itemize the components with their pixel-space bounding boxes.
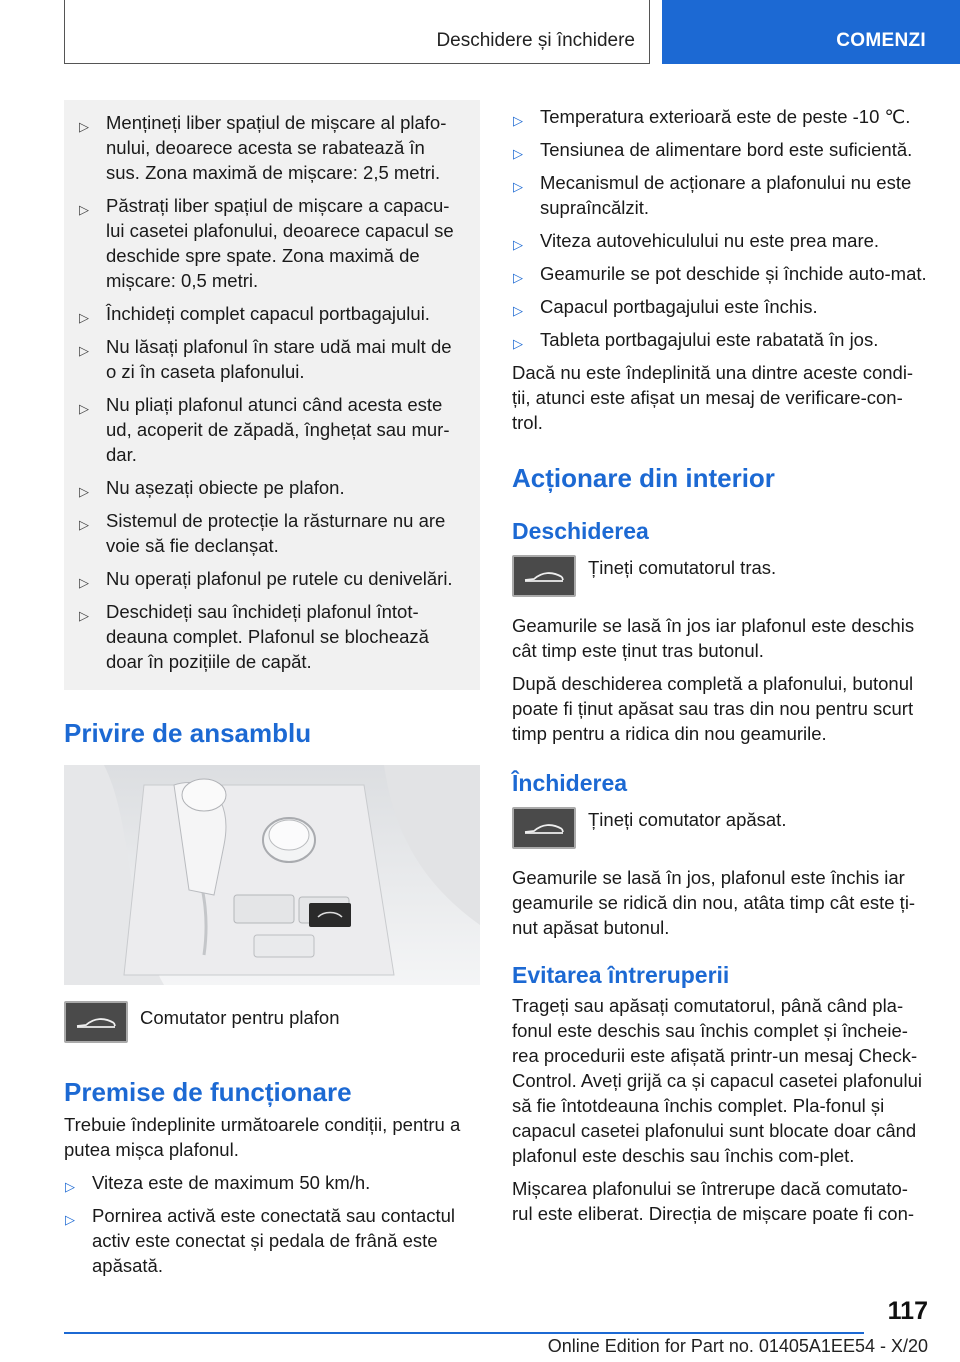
prereq-intro: Trebuie îndeplinite următoarele condiții, pentru a putea mișca plafonul. — [64, 1114, 461, 1160]
footer-divider — [64, 1332, 864, 1334]
triangle-right-icon: ▷ — [513, 179, 523, 194]
triangle-right-icon: ▷ — [79, 119, 89, 134]
prereq-item: ▷ Pornirea activă este conectată sau contactul activ este conectat și pedala de frână este apăsată. — [65, 1205, 456, 1276]
warning-item: ▷ Nu lăsați plafonul în stare udă mai mult de o zi în caseta plafonului. — [79, 336, 452, 382]
header-section-box — [64, 0, 650, 64]
avoid-paragraph-1: Trageți sau apăsați comutatorul, până când pla-fonul este deschis sau închis complet și încheie-rea procedurii este afișată printr-un mesaj Check-Control. Aveți grijă ca și capacul casetei plafonului să fie întotdeauna închis complet. Pla-fonul și capacul casetei plafonului sunt blocate doar când plafonul este deschis sau închis com-plet. — [512, 995, 922, 1166]
triangle-right-icon: ▷ — [513, 270, 523, 285]
prereq-item: ▷ Tensiunea de alimentare bord este suficientă. — [512, 137, 928, 162]
prereq-list-right — [512, 104, 928, 352]
triangle-right-icon: ▷ — [513, 336, 523, 351]
triangle-right-icon: ▷ — [79, 401, 89, 416]
warning-item: ▷ Păstrați liber spațiul de mișcare a capacu-lui casetei plafonului, deoarece capacul se deschide spre spate. Zona maximă de mișcare: 0,5 metri. — [79, 195, 454, 291]
prereq-item: ▷ Viteza autovehiculului nu este prea mare. — [512, 228, 928, 253]
warning-item: ▷ Nu operați plafonul pe rutele cu denivelări. — [78, 566, 462, 591]
page-number: 117 — [887, 1297, 928, 1325]
prereq-item: ▷ Capacul portbagajului este închis. — [512, 294, 928, 319]
center-console-illustration — [64, 765, 480, 985]
open-heading: Deschiderea — [512, 518, 649, 544]
convertible-roof-icon — [64, 1001, 128, 1043]
warning-box — [64, 100, 480, 690]
triangle-right-icon: ▷ — [65, 1212, 75, 1227]
triangle-right-icon: ▷ — [79, 310, 89, 325]
triangle-right-icon: ▷ — [79, 517, 89, 532]
triangle-right-icon: ▷ — [513, 303, 523, 318]
triangle-right-icon: ▷ — [79, 202, 89, 217]
open-paragraph-1: Geamurile se lasă în jos iar plafonul este deschis cât timp este ținut tras butonul. — [512, 615, 915, 661]
prereq-list-left — [64, 1170, 480, 1278]
avoid-heading: Evitarea întreruperii — [512, 962, 730, 988]
warning-item: ▷ Închideți complet capacul portbagajului. — [78, 301, 462, 326]
convertible-roof-icon — [512, 807, 576, 849]
triangle-right-icon: ▷ — [79, 608, 89, 623]
triangle-right-icon: ▷ — [79, 484, 89, 499]
triangle-right-icon: ▷ — [513, 146, 523, 161]
triangle-right-icon: ▷ — [513, 237, 523, 252]
header-tab-comenzi[interactable] — [662, 0, 960, 64]
warning-item: ▷ Nu așezați obiecte pe plafon. — [78, 475, 462, 500]
triangle-right-icon: ▷ — [79, 575, 89, 590]
triangle-right-icon: ▷ — [79, 343, 89, 358]
prereq-item: ▷ Tableta portbagajului este rabatată în jos. — [512, 327, 928, 352]
avoid-paragraph-2: Mișcarea plafonului se întrerupe dacă comutato-rul este eliberat. Direcția de mișcare poate fi con- — [512, 1178, 915, 1224]
warning-item: ▷ Sistemul de protecție la răsturnare nu are voie să fie declanșat. — [79, 510, 446, 556]
prereq-note: Dacă nu este îndeplinită una dintre aceste condi-ții, atunci este afișat un mesaj de verificare-con-trol. — [512, 362, 914, 433]
warning-item: ▷ Deschideți sau închideți plafonul întot-deauna complet. Plafonul se blochează doar în pozițiile de capăt. — [79, 601, 429, 672]
overview-heading: Privire de ansamblu — [64, 718, 312, 748]
close-legend-row — [512, 807, 928, 853]
right-column — [512, 100, 928, 1226]
header-tab-label: COMENZI — [836, 30, 926, 51]
prereq-item: ▷ Geamurile se pot deschide și închide auto-mat. — [512, 261, 928, 286]
close-caption: Țineți comutator apăsat. — [588, 809, 787, 830]
warning-list — [78, 110, 462, 674]
footer-edition: Online Edition for Part no. 01405A1EE54 - X/20 — [547, 1336, 928, 1356]
prereq-item: ▷ Mecanismul de acționare a plafonului nu este supraîncălzit. — [513, 172, 912, 218]
prereq-item: ▷ Temperatura exterioară este de peste -10 ℃. — [512, 104, 928, 129]
open-caption: Țineți comutatorul tras. — [588, 557, 777, 578]
warning-item: ▷ Mențineți liber spațiul de mișcare al plafo-nului, deoarece acesta se rabatează în sus. Zona maximă de mișcare: 2,5 metri. — [79, 112, 447, 183]
left-column — [64, 100, 480, 1278]
close-paragraph: Geamurile se lasă în jos, plafonul este închis iar geamurile se ridică din nou, atâta timp cât este ți-nut apăsat butonul. — [512, 867, 916, 938]
switch-caption: Comutator pentru plafon — [140, 1007, 340, 1028]
triangle-right-icon: ▷ — [65, 1179, 75, 1194]
prereq-heading: Premise de funcționare — [64, 1077, 352, 1107]
convertible-roof-icon — [512, 555, 576, 597]
open-legend-row — [512, 555, 928, 601]
warning-item: ▷ Nu pliați plafonul atunci când acesta este ud, acoperit de zăpadă, înghețat sau mur-dar. — [79, 394, 450, 465]
open-paragraph-2: După deschiderea completă a plafonului, butonul poate fi ținut apăsat sau tras din nou pentru scurt timp pentru a ridica din nou geamurile. — [512, 673, 914, 744]
header-section-title: Deschidere și închidere — [436, 30, 635, 51]
switch-legend-row — [64, 1001, 480, 1047]
close-heading: Închiderea — [512, 770, 628, 796]
prereq-item: ▷ Viteza este de maximum 50 km/h. — [64, 1170, 480, 1195]
interior-heading: Acționare din interior — [512, 463, 775, 493]
triangle-right-icon: ▷ — [513, 113, 523, 128]
center-console-image — [64, 765, 480, 985]
